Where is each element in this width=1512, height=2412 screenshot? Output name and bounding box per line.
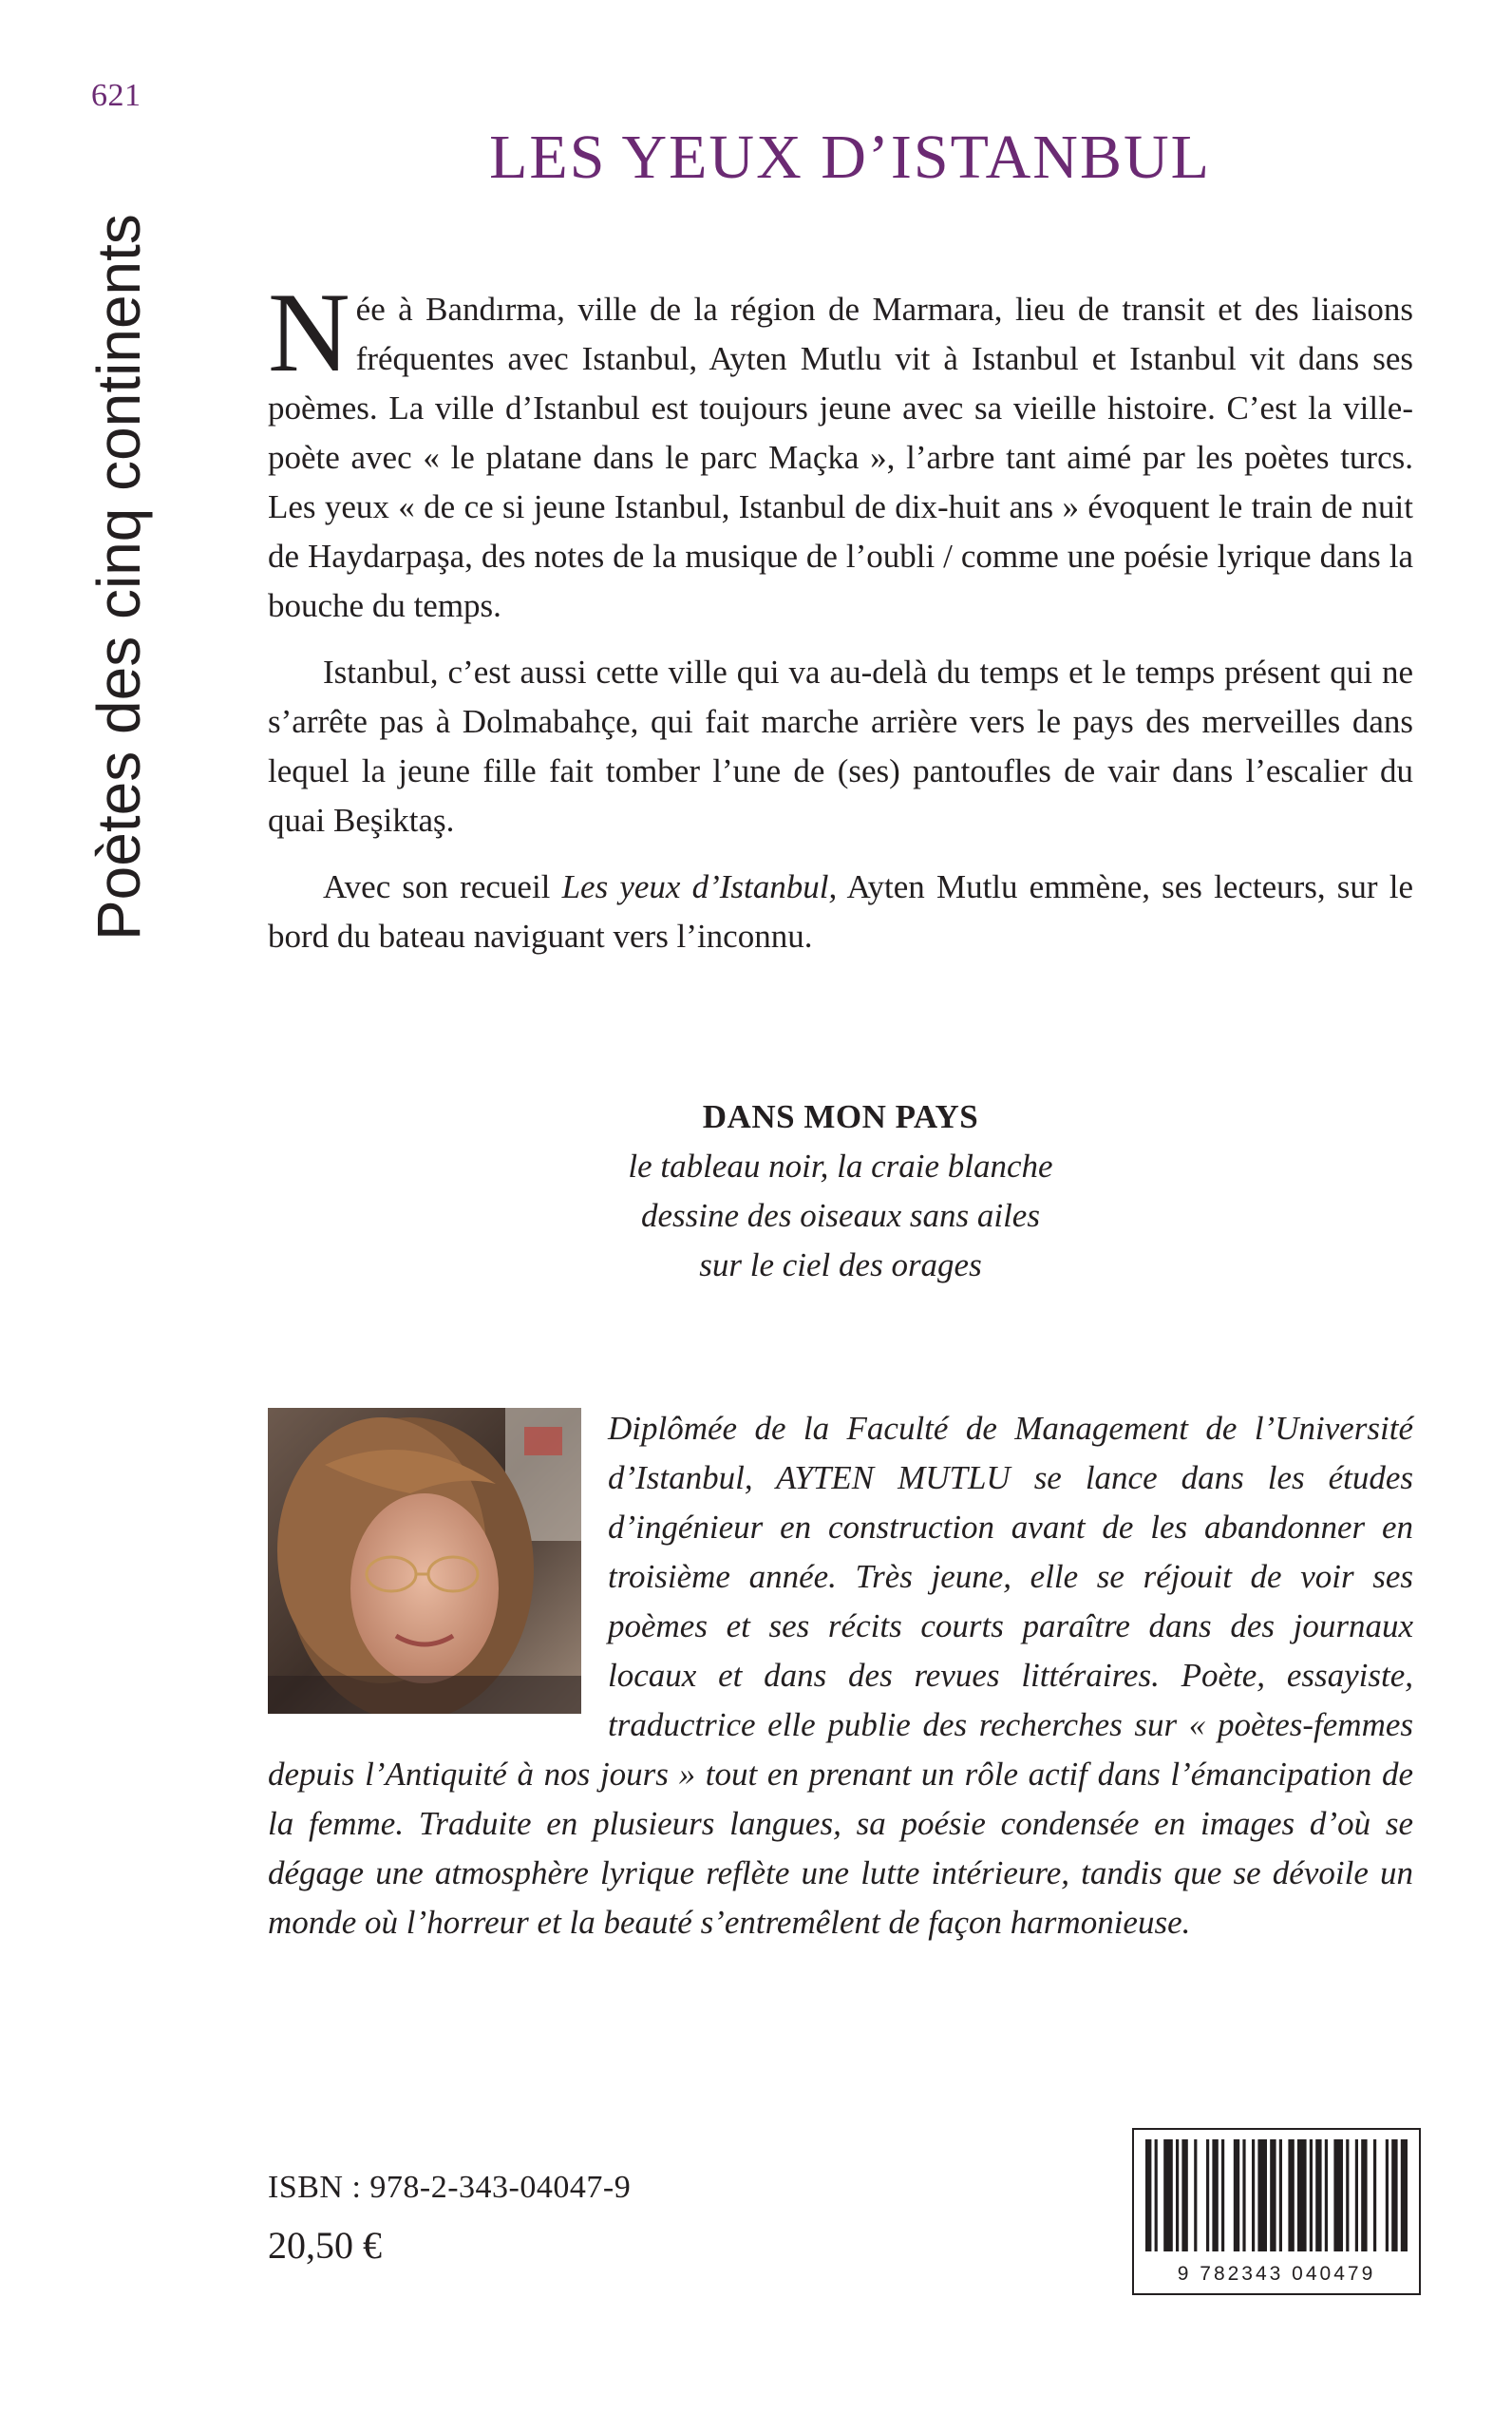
author-photo xyxy=(268,1408,581,1714)
poem-title: DANS MON PAYS xyxy=(702,1098,979,1135)
author-portrait-illustration xyxy=(268,1408,581,1714)
book-title: LES YEUX D’ISTANBUL xyxy=(489,123,1211,192)
barcode-bar xyxy=(1315,2139,1321,2251)
barcode-bar xyxy=(1145,2139,1151,2251)
barcode-bar xyxy=(1373,2139,1376,2251)
barcode-bar xyxy=(1288,2139,1294,2251)
barcode-bar xyxy=(1325,2139,1328,2251)
summary-paragraph-3-lead: Avec son recueil xyxy=(323,868,562,905)
barcode-bar xyxy=(1206,2139,1209,2251)
barcode-bar xyxy=(1270,2139,1276,2251)
summary-paragraph-1 xyxy=(268,269,1413,631)
collection-title-italic: Les yeux d’Istanbul, xyxy=(561,868,838,905)
drop-cap: N xyxy=(268,269,350,395)
series-name-vertical: Poètes des cinq continents xyxy=(85,214,153,940)
barcode-bar xyxy=(1234,2139,1239,2251)
barcode-bar xyxy=(1194,2139,1197,2251)
barcode-bar xyxy=(1355,2139,1358,2251)
barcode-bar xyxy=(1310,2139,1313,2251)
barcode-digits: 9 782343 040479 xyxy=(1177,2263,1376,2285)
barcode-bar xyxy=(1297,2139,1307,2251)
summary-paragraph-3-tail: Ayten Mutlu emmène, ses lecteurs, sur le bord du bateau naviguant vers l’inconnu. xyxy=(268,868,1413,955)
barcode-bar xyxy=(1346,2139,1349,2251)
series-number: 621 xyxy=(91,78,142,113)
barcode-bar xyxy=(1176,2139,1179,2251)
barcode-bar xyxy=(1155,2139,1158,2251)
barcode-bar xyxy=(1361,2139,1367,2251)
barcode-bar xyxy=(1391,2139,1397,2251)
barcode-bar xyxy=(1163,2139,1173,2251)
poem-line: le tableau noir, la craie blanche xyxy=(628,1148,1053,1185)
barcode-bar xyxy=(1401,2139,1408,2251)
summary-paragraph-3 xyxy=(268,863,1413,961)
summary-paragraph-1-text: ée à Bandırma, ville de la région de Marmara, lieu de transit et des liaisons fréquentes avec Istanbul, Ayten Mutlu vit à Istanbul et Istanbul vit dans ses poèmes. La ville d’Istanbul est toujours jeune avec sa vieille histoire. C’est la ville-poète avec « le platane dans le parc Maçka », l’arbre tant aimé par les poètes turcs. Les yeux « de ce si jeune Istanbul, Istanbul de dix-huit ans » évoquent le train de nuit de Haydarpaşa, des notes de la musique de l’oubli / comme une poésie lyrique dans la bouche du temps. xyxy=(268,291,1413,624)
barcode-bar xyxy=(1257,2139,1267,2251)
barcode-bar xyxy=(1279,2139,1282,2251)
author-bio-text: Diplômée de la Faculté de Management de l’Université d’Istanbul, AYTEN MUTLU se lance dans les études d’ingénieur en construction avant de les abandonner en troisième année. Très jeune, elle se réjouit de voir ses poèmes et ses récits courts paraître dans des journaux locaux et dans des revues littéraires. Poète, essayiste, traductrice elle publie des recherches sur « poètes-femmes depuis l’Antiquité à nos jours » tout en prenant un rôle actif dans l’émancipation de la femme. Traduite en plusieurs langues, sa poésie condensée en images d’où se dégage une atmosphère lyrique reflète une lutte intérieure, tandis que se dévoile un monde où l’horreur et la beauté s’entremêlent de façon harmonieuse. xyxy=(268,1410,1413,1941)
barcode-bar xyxy=(1221,2139,1224,2251)
barcode-bar xyxy=(1181,2139,1187,2251)
poem-line: sur le ciel des orages xyxy=(699,1246,982,1283)
book-summary xyxy=(268,269,1413,978)
barcode-bar xyxy=(1333,2139,1343,2251)
barcode-bars xyxy=(1145,2139,1408,2251)
barcode-bar xyxy=(1386,2139,1389,2251)
summary-paragraph-2: Istanbul, c’est aussi cette ville qui va au-delà du temps et le temps présent qui ne s’arrête pas à Dolmabahçe, qui fait marche arrière vers le pays des merveilles dans lequel la jeune fille fait tomber l’une de (ses) pantoufles de vair dans l’escalier du quai Beşiktaş. xyxy=(268,654,1413,839)
barcode xyxy=(1132,2128,1421,2295)
author-bio xyxy=(268,1404,1413,1947)
price: 20,50 € xyxy=(268,2224,382,2267)
poem-excerpt xyxy=(268,1092,1413,1290)
isbn: ISBN : 978-2-343-04047-9 xyxy=(268,2170,632,2205)
barcode-bar xyxy=(1212,2139,1218,2251)
barcode-bar xyxy=(1252,2139,1255,2251)
poem-line: dessine des oiseaux sans ailes xyxy=(641,1197,1040,1234)
barcode-bar xyxy=(1242,2139,1245,2251)
